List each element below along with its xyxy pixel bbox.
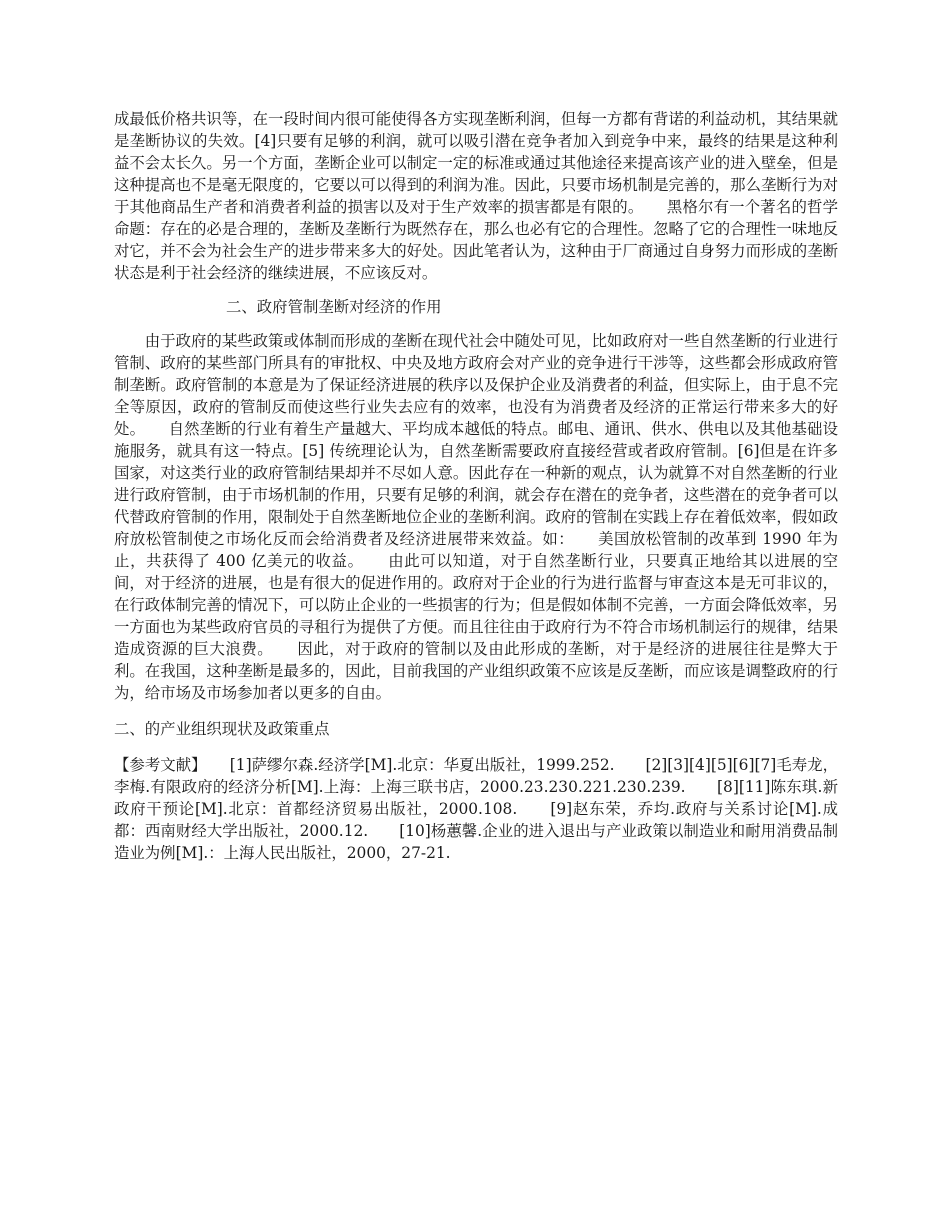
document-body [114, 108, 838, 864]
paragraph-intro: 成最低价格共识等，在一段时间内很可能使得各方实现垄断利润，但每一方都有背诺的利益动机，其结果就是垄断协议的失效。[4]只要有足够的利润，就可以吸引潜在竞争者加入到竞争中来，最终的结果是这种利益不会太长久。另一个方面，垄断企业可以制定一定的标准或通过其他途径来提高该产业的进入壁垒，但是这种提高也不是毫无限度的，它要以可以得到的利润为准。因此，只要市场机制是完善的，那么垄断行为对于其他商品生产者和消费者利益的损害以及对于生产效率的损害都是有限的。 黑格尔有一个著名的哲学命题：存在的必是合理的，垄断及垄断行为既然存在，那么也必有它的合理性。忽略了它的合理性一味地反对它，并不会为社会生产的进步带来多大的好处。因此笔者认为，这种由于厂商通过自身努力而形成的垄断状态是利于社会经济的继续进展，不应该反对。 [114, 110, 838, 282]
paragraph-government-regulation: 由于政府的某些政策或体制而形成的垄断在现代社会中随处可见，比如政府对一些自然垄断的行业进行管制、政府的某些部门所具有的审批权、中央及地方政府会对产业的竞争进行干涉等，这些都会形成政府管制垄断。政府管制的本意是为了保证经济进展的秩序以及保护企业及消费者的利益，但实际上，由于息不完全等原因，政府的管制反而使这些行业失去应有的效率，也没有为消费者及经济的正常运行带来多大的好处。 自然垄断的行业有着生产量越大、平均成本越低的特点。邮电、通讯、供水、供电以及其他基础设施服务，就具有这一特点。[5] 传统理论认为，自然垄断需要政府直接经营或者政府管制。[6]但是在许多国家，对这类行业的政府管制结果却并不尽如人意。因此存在一种新的观点，认为就算不对自然垄断的行业进行政府管制，由于市场机制的作用，只要有足够的利润，就会存在潜在的竞争者，这些潜在的竞争者可以代替政府管制的作用，限制处于自然垄断地位企业的垄断利润。政府的管制在实践上存在着低效率，假如政府放松管制使之市场化反而会给消费者及经济进展带来效益。如： 美国放松管制的改革到 1990 年为止，共获得了 400 亿美元的收益。 由此可以知道，对于自然垄断行业，只要真正地给其以进展的空间，对于经济的进展，也是有很大的促进作用的。政府对于企业的行为进行监督与审查这本是无可非议的，在行政体制完善的情况下，可以防止企业的一些损害的行为；但是假如体制不完善，一方面会降低效率，另一方面也为某些政府官员的寻租行为提供了方便。而且往往由于政府行为不符合市场机制运行的规律，结果造成资源的巨大浪费。 因此，对于政府的管制以及由此形成的垄断，对于是经济的进展往往是弊大于利。在我国，这种垄断是最多的，因此，目前我国的产业组织政策不应该是反垄断，而应该是调整政府的行为，给市场及市场参加者以更多的自由。 [114, 332, 838, 702]
section-heading-industrial-organization: 二、的产业组织现状及政策重点 [114, 720, 330, 738]
section-heading-government-regulation: 二、政府管制垄断对经济的作用 [226, 298, 442, 316]
references: 【参考文献】 [1]萨缪尔森.经济学[M].北京：华夏出版社，1999.252. [2][3][4][5][6][7]毛寿龙，李梅.有限政府的经济分析[M].上海：上海三联书店，2000.23.230.221.230.239. [8][11]陈东琪.新政府干预论[M].北京：首都经济贸易出版社，2000.108. [9]赵东荣，乔均.政府与关系讨论[M].成都：西南财经大学出版社，2000.12. [10]杨蕙馨.企业的进入退出与产业政策以制造业和耐用消费品制造业为例[M].：上海人民出版社，2000，27-21. [114, 756, 838, 862]
